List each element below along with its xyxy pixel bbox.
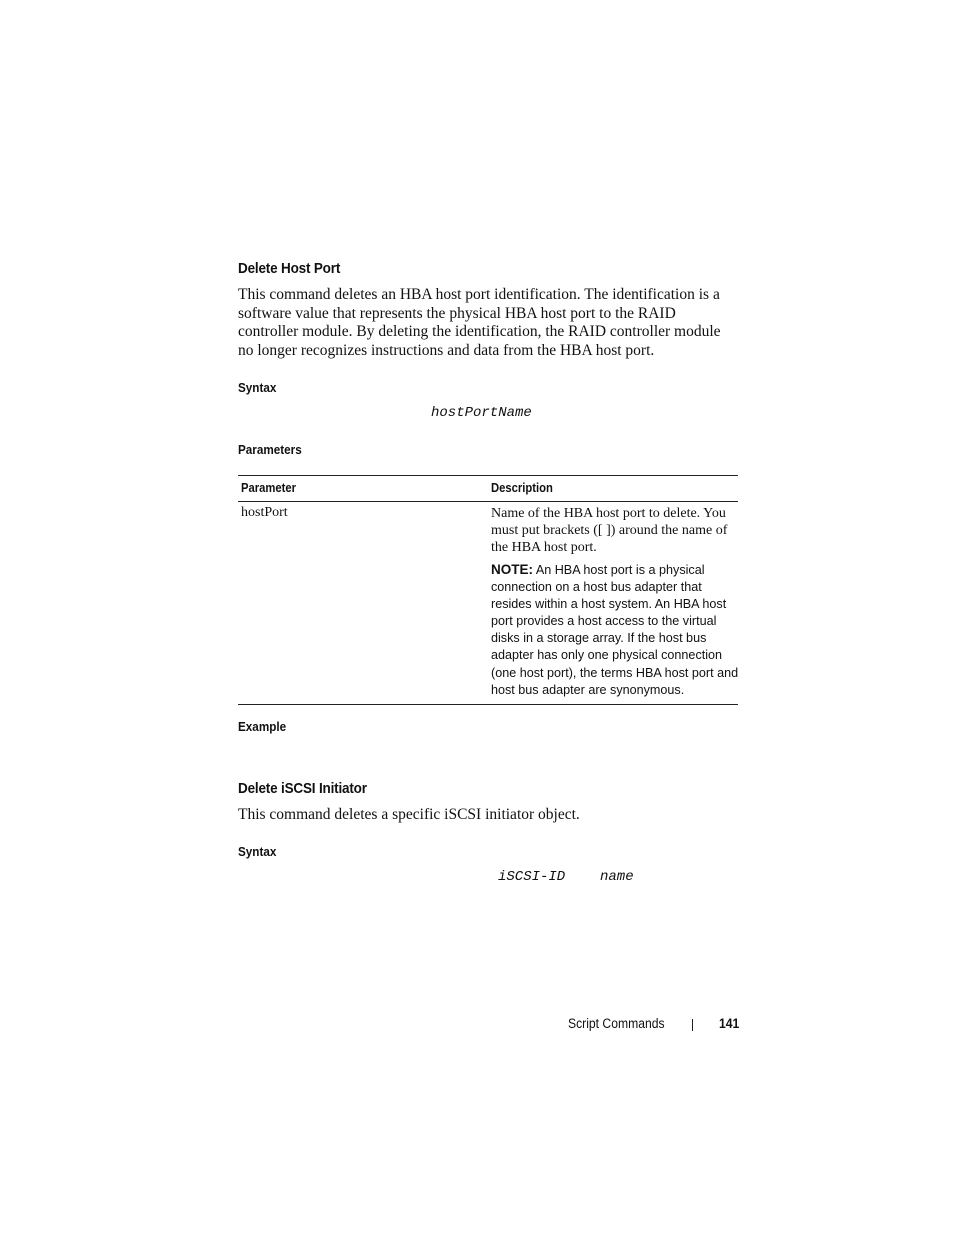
- section-title-delete-host-port: Delete Host Port: [238, 260, 341, 277]
- table-header-row: [238, 476, 738, 502]
- example-heading: Example: [238, 719, 287, 734]
- note-label: NOTE:: [491, 562, 533, 577]
- section-title-delete-iscsi-initiator: Delete iSCSI Initiator: [238, 780, 367, 797]
- syntax-heading-delete-iscsi-initiator: Syntax: [238, 844, 277, 859]
- parameters-heading: Parameters: [238, 442, 302, 457]
- syntax-heading-delete-host-port: Syntax: [238, 380, 277, 395]
- note-text: An HBA host port is a physical connection on a host bus adapter that resides within a host system. An HBA host port provides a host access to the virtual disks in a storage array. If the host bus adapter has only one physical connection (one host port), the terms HBA host port and host bus adapter are synonymous.: [491, 563, 739, 697]
- footer-separator: [692, 1019, 693, 1031]
- section-description-delete-iscsi-initiator: This command deletes a specific iSCSI initiator object.: [238, 806, 580, 823]
- footer-section-name: Script Commands: [568, 1016, 665, 1031]
- syntax-name: name: [600, 869, 634, 885]
- footer-page-number: 141: [719, 1016, 740, 1031]
- table-cell-note: [491, 561, 741, 699]
- table-header-parameter: Parameter: [241, 481, 297, 495]
- table-cell-parameter: hostPort: [241, 505, 288, 520]
- syntax-iscsi-id: iSCSI-ID: [498, 869, 566, 885]
- section-description-delete-host-port: This command deletes an HBA host port identification. The identification is a software value that represents the physical HBA host port to the RAID controller module. By deleting the identification, the RAID controller module no longer recognizes instructions and data from the HBA host port.: [238, 286, 721, 360]
- syntax-host-port-name: hostPortName: [431, 405, 532, 421]
- table-row: [238, 502, 738, 704]
- parameters-table: [238, 475, 738, 705]
- table-header-description: Description: [491, 481, 553, 495]
- table-cell-description: Name of the HBA host port to delete. You must put brackets ([ ]) around the name of the HBA host port.: [491, 506, 728, 555]
